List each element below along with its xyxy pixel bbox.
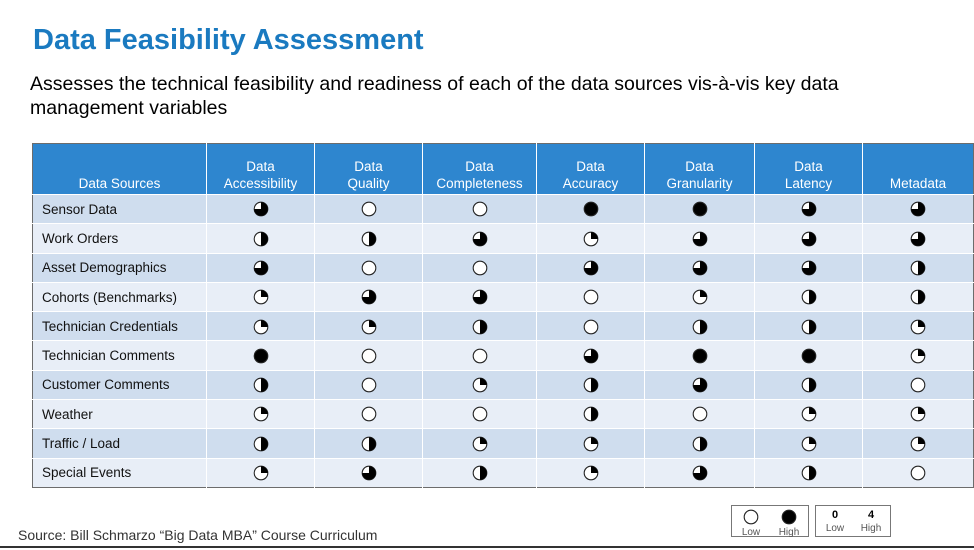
harvey-ball-icon-0 [910,377,926,393]
harvey-ball-icon-0 [361,260,377,276]
harvey-ball-icon-0 [472,260,488,276]
harvey-ball-icon-2 [583,377,599,393]
header-metadata: Metadata [863,144,974,195]
legend-max-value: 4 [867,509,875,521]
score-cell-metadata [863,224,974,253]
harvey-ball-icon-3 [253,201,269,217]
row-source-label: Work Orders [33,224,207,253]
score-cell-quality [315,253,423,282]
table-row [33,224,974,253]
harvey-ball-icon-1 [801,436,817,452]
score-cell-accessibility [207,458,315,487]
harvey-ball-icon-2 [801,319,817,335]
table-row [33,253,974,282]
score-cell-granularity [645,312,755,341]
score-cell-completeness [423,224,537,253]
harvey-ball-icon-3 [801,260,817,276]
harvey-ball-icon-2 [253,436,269,452]
harvey-ball-icon-2 [472,319,488,335]
harvey-ball-icon-4 [253,348,269,364]
page-title: Data Feasibility Assessment [33,24,424,56]
score-cell-metadata [863,400,974,429]
harvey-ball-icon-3 [583,348,599,364]
score-cell-latency [755,253,863,282]
score-cell-latency [755,224,863,253]
score-cell-accuracy [537,400,645,429]
harvey-ball-icon-2 [910,260,926,276]
score-cell-granularity [645,195,755,224]
harvey-ball-icon-0 [472,348,488,364]
score-cell-accessibility [207,224,315,253]
score-cell-accessibility [207,400,315,429]
legend-empty-circle-icon [743,509,759,525]
legend-scale-high [854,508,888,534]
score-cell-completeness [423,253,537,282]
score-cell-metadata [863,370,974,399]
header-completeness: Data Completeness [423,144,537,195]
score-cell-accuracy [537,370,645,399]
harvey-ball-icon-2 [472,465,488,481]
legend-scale [815,505,891,537]
harvey-ball-icon-3 [801,201,817,217]
feasibility-table [32,143,974,488]
harvey-ball-icon-3 [472,289,488,305]
harvey-ball-icon-1 [910,348,926,364]
score-cell-granularity [645,253,755,282]
harvey-ball-icon-2 [253,377,269,393]
score-cell-latency [755,282,863,311]
score-cell-metadata [863,341,974,370]
score-cell-completeness [423,458,537,487]
harvey-ball-icon-2 [253,231,269,247]
harvey-ball-icon-3 [692,260,708,276]
row-source-label: Technician Credentials [33,312,207,341]
header-accuracy: Data Accuracy [537,144,645,195]
harvey-ball-icon-3 [583,260,599,276]
table-row [33,370,974,399]
score-cell-granularity [645,458,755,487]
harvey-ball-icon-3 [361,465,377,481]
harvey-ball-icon-0 [361,377,377,393]
harvey-ball-icon-1 [692,289,708,305]
harvey-ball-icon-2 [361,436,377,452]
harvey-ball-icon-1 [472,436,488,452]
harvey-ball-icon-0 [361,406,377,422]
score-cell-metadata [863,429,974,458]
score-cell-metadata [863,458,974,487]
legend-high-label: High [778,527,800,538]
score-cell-quality [315,370,423,399]
score-cell-quality [315,341,423,370]
score-cell-accessibility [207,253,315,282]
harvey-ball-icon-0 [583,319,599,335]
harvey-ball-icon-3 [253,260,269,276]
score-cell-accessibility [207,282,315,311]
bottom-divider [0,546,974,548]
score-cell-quality [315,400,423,429]
header-accessibility: Data Accessibility [207,144,315,195]
score-cell-quality [315,224,423,253]
score-cell-completeness [423,195,537,224]
score-cell-accessibility [207,370,315,399]
harvey-ball-icon-2 [692,436,708,452]
harvey-ball-icon-3 [692,465,708,481]
score-cell-accuracy [537,429,645,458]
table-row [33,195,974,224]
harvey-ball-icon-2 [801,377,817,393]
header-row [33,144,974,195]
score-cell-accuracy [537,458,645,487]
harvey-ball-icon-3 [910,231,926,247]
score-cell-accessibility [207,312,315,341]
row-source-label: Customer Comments [33,370,207,399]
score-cell-latency [755,458,863,487]
harvey-ball-icon-2 [692,319,708,335]
score-cell-accessibility [207,341,315,370]
row-source-label: Asset Demographics [33,253,207,282]
harvey-ball-icon-0 [472,406,488,422]
harvey-ball-icon-0 [361,201,377,217]
row-source-label: Technician Comments [33,341,207,370]
header-data-sources: Data Sources [33,144,207,195]
score-cell-metadata [863,253,974,282]
harvey-ball-icon-4 [801,348,817,364]
harvey-ball-icon-1 [910,319,926,335]
score-cell-accessibility [207,429,315,458]
legend-scale-low [818,508,852,534]
harvey-ball-icon-3 [910,201,926,217]
harvey-ball-icon-2 [801,465,817,481]
score-cell-metadata [863,195,974,224]
harvey-ball-icon-1 [361,319,377,335]
legend-symbols [731,505,809,537]
legend-low [734,508,768,538]
harvey-ball-icon-4 [692,201,708,217]
harvey-ball-icon-2 [361,231,377,247]
score-cell-accuracy [537,224,645,253]
score-cell-accessibility [207,195,315,224]
score-cell-granularity [645,429,755,458]
table-row [33,341,974,370]
row-source-label: Special Events [33,458,207,487]
harvey-ball-icon-3 [692,377,708,393]
harvey-ball-icon-2 [801,289,817,305]
harvey-ball-icon-0 [472,201,488,217]
harvey-ball-icon-3 [692,231,708,247]
table-row [33,400,974,429]
score-cell-granularity [645,282,755,311]
score-cell-granularity [645,370,755,399]
score-cell-latency [755,400,863,429]
score-cell-granularity [645,341,755,370]
legend-high [772,508,806,538]
legend-scale-high-label: High [860,523,882,534]
harvey-ball-icon-1 [253,465,269,481]
harvey-ball-icon-0 [692,406,708,422]
score-cell-metadata [863,312,974,341]
score-cell-quality [315,312,423,341]
score-cell-latency [755,370,863,399]
score-cell-completeness [423,341,537,370]
table-row [33,429,974,458]
harvey-ball-icon-1 [583,231,599,247]
harvey-ball-icon-0 [910,465,926,481]
harvey-ball-icon-1 [583,465,599,481]
table-row [33,282,974,311]
score-cell-accuracy [537,195,645,224]
harvey-ball-icon-1 [253,319,269,335]
row-source-label: Cohorts (Benchmarks) [33,282,207,311]
legend-scale-low-label: Low [825,523,845,534]
harvey-ball-icon-3 [472,231,488,247]
header-latency: Data Latency [755,144,863,195]
harvey-ball-icon-4 [692,348,708,364]
score-cell-accuracy [537,282,645,311]
score-cell-completeness [423,370,537,399]
score-cell-accuracy [537,341,645,370]
legend-full-circle-icon [781,509,797,525]
harvey-ball-icon-2 [910,289,926,305]
harvey-ball-icon-3 [801,231,817,247]
harvey-ball-icon-1 [253,406,269,422]
table-row [33,458,974,487]
harvey-ball-icon-4 [583,201,599,217]
table-row [33,312,974,341]
row-source-label: Traffic / Load [33,429,207,458]
harvey-ball-icon-0 [361,348,377,364]
header-granularity: Data Granularity [645,144,755,195]
harvey-ball-icon-3 [361,289,377,305]
header-quality: Data Quality [315,144,423,195]
table-body [33,195,974,488]
score-cell-latency [755,341,863,370]
harvey-ball-icon-1 [910,406,926,422]
harvey-ball-icon-1 [253,289,269,305]
row-source-label: Sensor Data [33,195,207,224]
row-source-label: Weather [33,400,207,429]
harvey-ball-icon-1 [472,377,488,393]
harvey-ball-icon-0 [583,289,599,305]
harvey-ball-icon-1 [583,436,599,452]
score-cell-latency [755,195,863,224]
source-note: Source: Bill Schmarzo “Big Data MBA” Course Curriculum [18,527,378,543]
score-cell-quality [315,195,423,224]
score-cell-quality [315,458,423,487]
score-cell-granularity [645,224,755,253]
score-cell-quality [315,429,423,458]
harvey-ball-icon-1 [910,436,926,452]
score-cell-completeness [423,312,537,341]
score-cell-completeness [423,429,537,458]
harvey-ball-icon-2 [583,406,599,422]
page-subtitle: Assesses the technical feasibility and readiness of each of the data sources vis-à-vis key data management variables [30,73,839,119]
score-cell-accuracy [537,253,645,282]
score-cell-completeness [423,400,537,429]
score-cell-accuracy [537,312,645,341]
legend-min-value: 0 [831,509,839,521]
harvey-ball-icon-1 [801,406,817,422]
score-cell-latency [755,312,863,341]
score-cell-metadata [863,282,974,311]
legend-low-label: Low [741,527,761,538]
score-cell-quality [315,282,423,311]
score-cell-completeness [423,282,537,311]
score-cell-latency [755,429,863,458]
score-cell-granularity [645,400,755,429]
